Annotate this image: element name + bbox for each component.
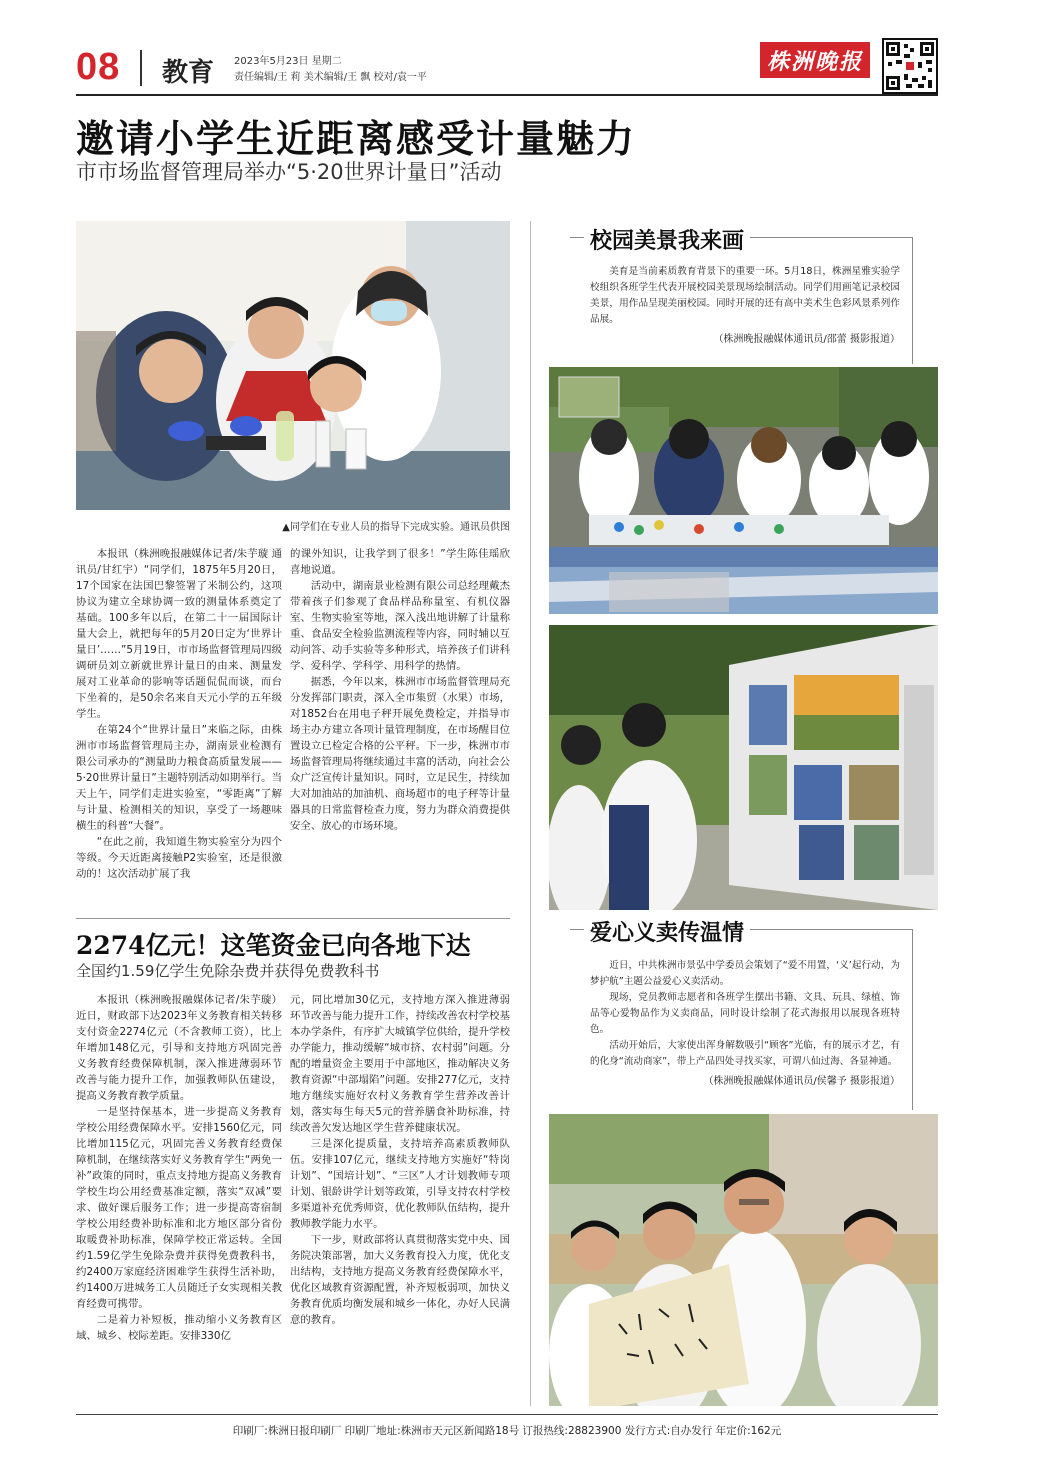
article2-paragraph: 一是坚持保基本，进一步提高义务教育学校公用经费保障水平。安排1560亿元，同比增加115亿元，巩固完善义务教育经费保障机制，在继续落实好义务教育学生“两免一补”政策的同时，重点支持地方提高义务教育学校生均公用经费基准定额，落实“双减”要求、做好课后服务工作；进一步提高寄宿制学校公用经费补助标准和北方地区部分省份取暖费补助标准，保障学校正常运转。全国约1.59亿学生免除杂费并获得免费教科书，约2400万家庭经济困难学生获得生活补助，约1400万进城务工人员随迁子女实现相关教育经费可携带。 (76, 1106, 282, 1310)
editor-credits: 责任编辑/王 莉 美术编辑/王 飘 校对/袁一平 (234, 72, 427, 83)
article1-paragraph: “在此之前，我知道生物实验室分为四个等级。今天近距离接触P2实验室，还是很激动的！这次活动扩展了我 (76, 836, 282, 880)
charity-sale-body (590, 958, 900, 1087)
lab-experiment-photo (76, 221, 510, 510)
qr-code-icon (882, 38, 938, 94)
print-info-footer: 印刷厂:株洲日报印刷厂 印刷厂地址:株洲市天元区新闻路18号 订报热线:28823900 发行方式:自办发行 年定价:162元 (232, 1425, 782, 1437)
article2-paragraph: 本报讯（株洲晚报融媒体记者/朱芋璇）近日，财政部下达2023年义务教育相关转移支付资金2274亿元（不含教师工资），比上年增加148亿元，引导和支持地方巩固完善义务教育经费保障机制，深入推进薄弱环节改善与能力提升工作，加强教师队伍建设，提高义务教育教学质量。 (76, 994, 282, 1102)
header-rule (76, 94, 938, 96)
art-exhibition-photo (549, 625, 938, 910)
charity-sale-text: 近日，中共株洲市景弘中学委员会策划了“爱不用置，‘义’起行动，为梦护航”主题公益爱心义卖活动。 (590, 960, 900, 987)
charity-sale-text: 活动开始后，大家使出浑身解数吸引“顾客”光临，有的展示才艺，有的化身“流动商家”，带上产品四处寻找买家，可谓八仙过海、各显神通。 (590, 1040, 900, 1067)
page-number: 08 (76, 46, 121, 88)
issue-date: 2023年5月23日 星期二 (234, 56, 342, 67)
section-name: 教育 (162, 58, 215, 88)
article1-paragraph: 的课外知识，让我学到了很多！”学生陈佳瑶欣喜地说道。 (290, 548, 510, 576)
charity-sale-credit: （株洲晚报融媒体通讯员/侯馨予 摄影报道） (703, 1076, 900, 1087)
lab-photo-caption: ▲同学们在专业人员的指导下完成实验。通讯员供图 (282, 522, 510, 533)
article2-column-1 (76, 992, 282, 1404)
article1-subtitle: 市市场监督管理局举办“5·20世界计量日”活动 (76, 160, 502, 184)
article2-paragraph: 下一步，财政部将认真贯彻落实党中央、国务院决策部署，加大义务教育投入力度，优化支出结构，支持地方提高义务教育经费保障水平，优化区域教育资源配置，补齐短板弱项，加快义务教育优质均衡发展和城乡一体化，办好人民满意的教育。 (290, 1234, 510, 1326)
campus-painting-credit: （株洲晚报融媒体通讯员/邵蕾 摄影报道） (713, 334, 900, 345)
newspaper-logo: 株洲晚报 (760, 42, 870, 78)
column-divider (530, 221, 531, 1406)
campus-painting-body (590, 264, 900, 345)
article2-paragraph: 二是着力补短板，推动缩小义务教育区域、城乡、校际差距。安排330亿 (76, 1314, 282, 1342)
article2-paragraph: 三是深化提质量，支持培养高素质教师队伍。安排107亿元，继续支持地方实施好“特岗计划”、“国培计划”、“三区”人才计划教师专项计划、银龄讲学计划等政策，引导支持农村学校多渠道补充优秀师资，优化教师队伍结构，提升教师教学能力水平。 (290, 1138, 510, 1230)
header-divider (140, 50, 142, 86)
article1-column-1 (76, 546, 282, 910)
students-painting-photo (549, 367, 938, 614)
article1-paragraph: 据悉，今年以来，株洲市市场监督管理局充分发挥部门职责，深入全市集贸（水果）市场，对1852台在用电子秤开展免费检定，并指导市场主办方建立各项计量管理制度，在市场醒目位置设立已检定合格的公平秤。下一步，株洲市市场监督管理局将继续通过丰富的活动，向社会公众广泛宣传计量知识。同时，立足民生，持续加大对加油站的加油机、商场超市的电子秤等计量器具的日常监督检查力度，努力为群众消费提供安全、放心的市场环境。 (290, 676, 510, 832)
article2-column-2 (290, 992, 510, 1404)
article1-paragraph: 在第24个“世界计量日”来临之际，由株洲市市场监督管理局主办，湖南景业检测有限公司承办的“测量助力粮食高质量发展——5·20世界计量日”主题特别活动如期举行。当天上午，同学们走进实验室，“零距离”了解与计量、检测相关的知识，享受了一场趣味横生的科普“大餐”。 (76, 724, 282, 832)
charity-sale-text: 现场，党员教师志愿者和各班学生摆出书籍、文具、玩具、绿植、饰品等心爱物品作为义卖商品，同时设计绘制了花式海报用以展现各班特色。 (590, 992, 900, 1035)
article1-paragraph: 本报讯（株洲晚报融媒体记者/朱芋璇 通讯员/甘红宇）“同学们，1875年5月20日，17个国家在法国巴黎签署了米制公约，这项协议为建立全球协调一致的测量体系奠定了基础。100多年以后，在第二十一届国际计量大会上，就把每年的5月20日定为‘世界计量日’……”5月19日，市市场监督管理局四级调研员刘立新就世界计量日的由来、测量发展对工业革命的影响等话题侃侃而谈，而台下坐着的，是50余名来自天元小学的五年级学生。 (76, 548, 282, 720)
charity-sale-title: 爱心义卖传温情 (584, 916, 750, 947)
footer-rule (76, 1414, 938, 1415)
article1-column-2 (290, 546, 510, 910)
article-divider (76, 918, 510, 919)
article2-subtitle: 全国约1.59亿学生免除杂费并获得免费教科书 (76, 962, 380, 980)
article2-title: 2274亿元！这笔资金已向各地下达 (76, 931, 471, 960)
charity-sale-photo (549, 1114, 938, 1406)
article2-paragraph: 元，同比增加30亿元，支持地方深入推进薄弱环节改善与能力提升工作，持续改善农村学校基本办学条件，有序扩大城镇学位供给，提升学校办学能力，推动缓解“城市挤、农村弱”问题。分配的增量资金主要用于中部地区，推动解决义务教育资源“中部塌陷”问题。安排277亿元，支持地方继续实施好农村义务教育学生营养改善计划，落实每生每天5元的营养膳食补助标准，持续改善欠发达地区学生营养健康状况。 (290, 994, 510, 1134)
article1-title: 邀请小学生近距离感受计量魅力 (76, 117, 637, 161)
campus-painting-title: 校园美景我来画 (584, 224, 750, 255)
campus-painting-text: 美育是当前素质教育背景下的重要一环。5月18日，株洲星雅实验学校组织各班学生代表开展校园美景现场绘制活动。同学们用画笔记录校园美景，用作品呈现美丽校园。同时开展的还有高中美术生色彩风景系列作品展。 (590, 266, 900, 325)
article1-paragraph: 活动中，湖南景业检测有限公司总经理戴杰带着孩子们参观了食品样品称量室、有机仪器室、生物实验室等地，深入浅出地讲解了计量称重、食品安全检验监测流程等内容，同时辅以互动问答、动手实验等多种形式，培养孩子们讲科学、爱科学、学科学、用科学的热情。 (290, 580, 510, 672)
